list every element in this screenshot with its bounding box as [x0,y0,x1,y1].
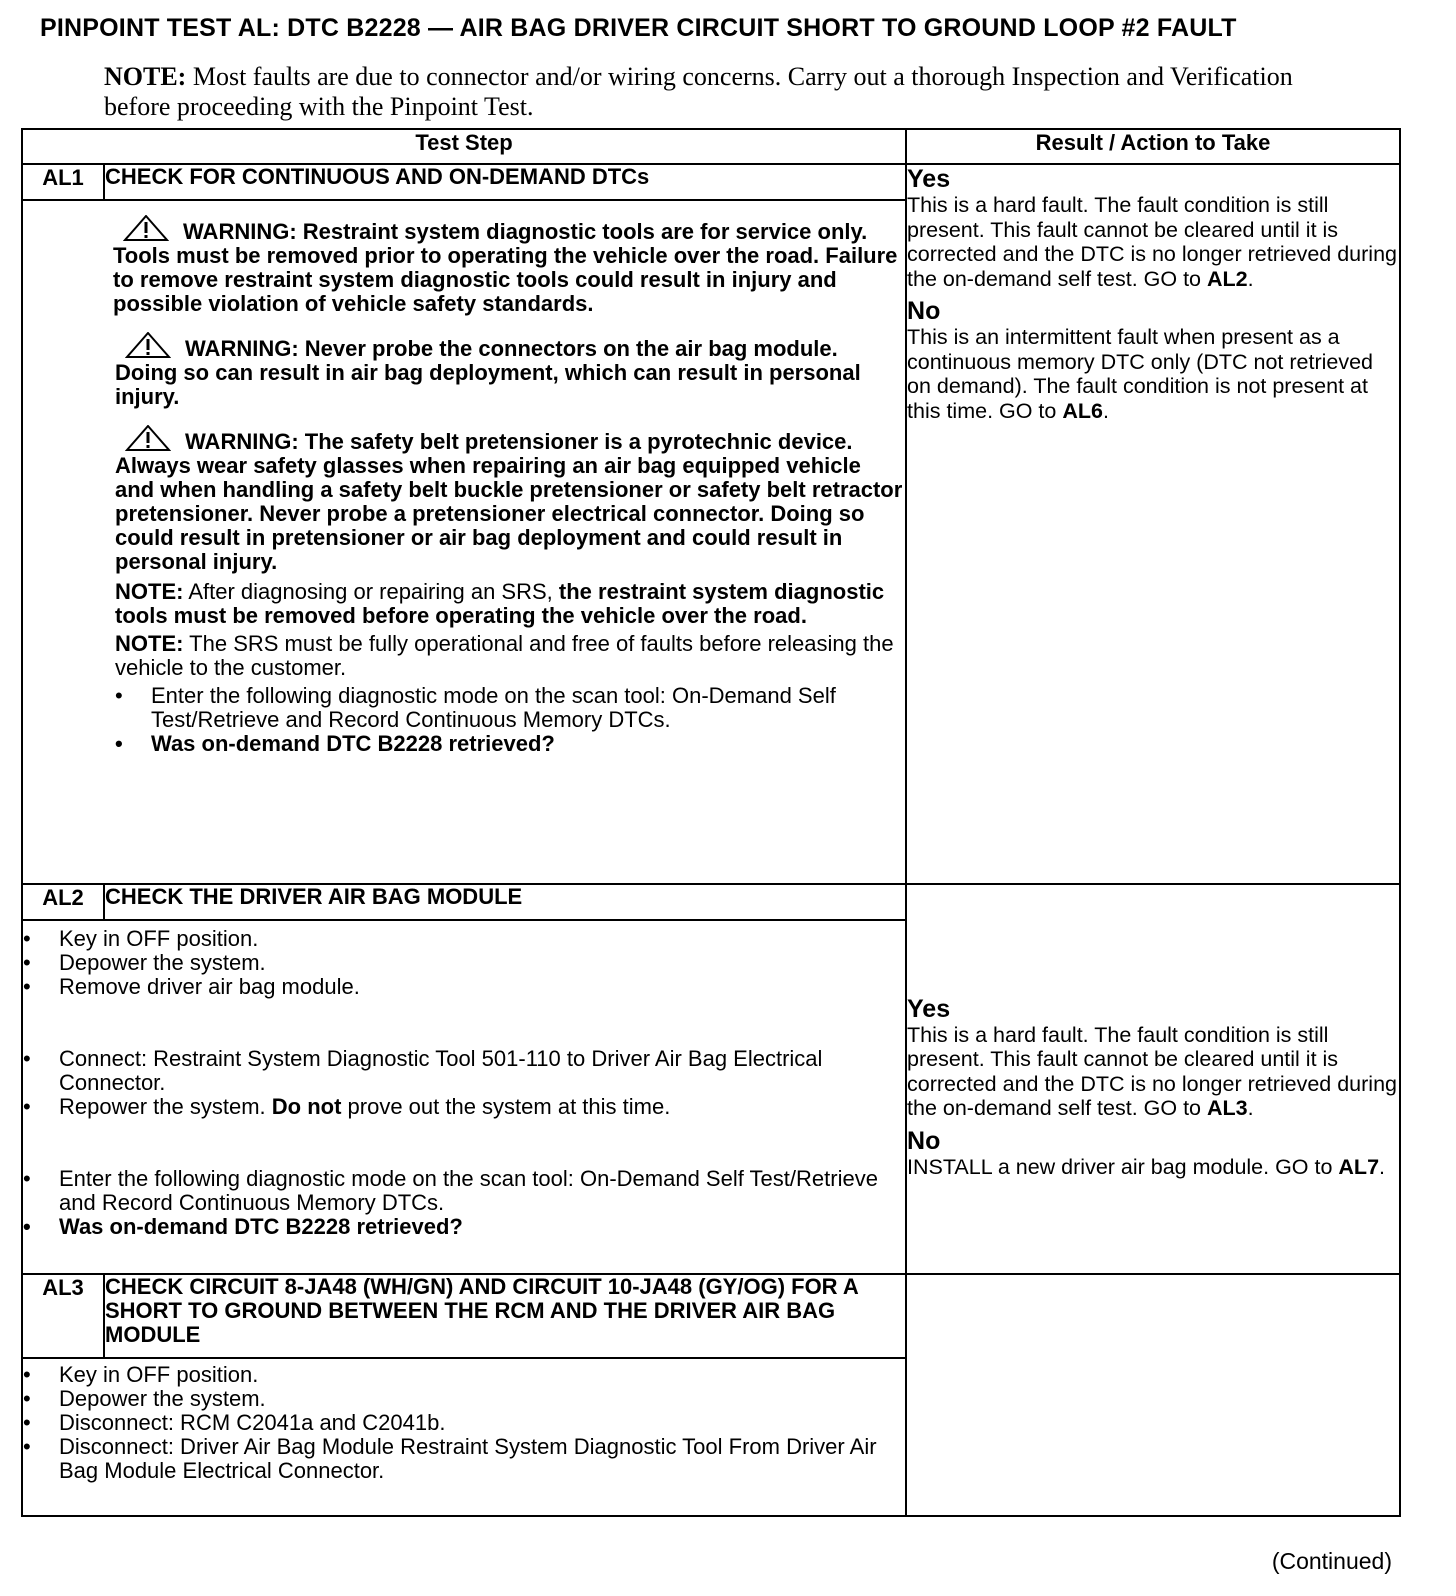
step-id-al3: AL3 [22,1274,104,1358]
yes-label: Yes [907,165,951,193]
spacer [23,1119,905,1167]
warning-triangle-icon [125,332,171,358]
warning-triangle-icon [125,425,171,451]
page-title: PINPOINT TEST AL: DTC B2228 — AIR BAG DRIVER CIRCUIT SHORT TO GROUND LOOP #2 FAULT [40,14,1237,42]
step-title-al3: CHECK CIRCUIT 8-JA48 (WH/GN) AND CIRCUIT 10-JA48 (GY/OG) FOR A SHORT TO GROUND BETWEEN THE RCM AND THE DRIVER AIR BAG MODULE [104,1274,906,1358]
list-item: • Key in OFF position. [23,1363,905,1387]
goto-al7: AL7 [1338,1154,1380,1179]
note-1-text: After diagnosing or repairing an SRS, [183,579,559,604]
note-2-label: NOTE: [115,631,184,656]
yes-result-text: This is a hard fault. The fault condition is still present. This fault cannot be cleared until it is corrected and the DTC is no longer retrieved during the on-demand self test. GO to AL3. [907,1022,1397,1121]
bullet5-text-c: prove out the system at this time. [341,1094,671,1119]
intro-note [104,62,1304,122]
step-title-al2: CHECK THE DRIVER AIR BAG MODULE [104,884,906,920]
al3-step-list [23,1363,905,1483]
warning-1-text: WARNING: Restraint system diagnostic tools are for service only. Tools must be removed prior to operating the vehicle over the road. Failure to remove restraint system diagnostic tools could result in injury and possible violation of vehicle safety standards. [113,219,898,316]
step-title-al1: CHECK FOR CONTINUOUS AND ON-DEMAND DTCs [104,164,906,200]
list-item: • Depower the system. [23,951,905,975]
list-item: • Was on-demand DTC B2228 retrieved? [115,732,905,756]
goto-al2: AL2 [1206,266,1248,291]
list-item: • Was on-demand DTC B2228 retrieved? [23,1215,905,1239]
warning-3 [115,425,905,574]
intro-note-label: NOTE: [104,62,187,91]
bullet5-text-b: Do not [271,1094,342,1119]
warning-triangle-icon [123,215,169,241]
intro-note-text: Most faults are due to connector and/or wiring concerns. Carry out a thorough Inspection and Verification before proceeding with the Pinpoint Test. [104,62,1293,121]
spacer [23,999,905,1047]
list-item: • Key in OFF position. [23,927,905,951]
note-1 [115,580,905,628]
result-al1 [906,164,1400,884]
no-text: INSTALL a new driver air bag module. GO to [907,1154,1339,1179]
al2-step-list-3 [23,1167,905,1239]
goto-al6: AL6 [1062,398,1103,423]
warning-2-text: WARNING: Never probe the connectors on the air bag module. Doing so can result in air bag deployment, which can result in personal injury. [115,336,861,409]
result-al3 [906,1274,1400,1516]
note-2-text: The SRS must be fully operational and free of faults before releasing the vehicle to the customer. [115,631,894,680]
step-body-al3 [22,1358,906,1516]
no-label: No [907,1126,941,1155]
warning-2 [115,332,905,409]
list-item: • Disconnect: Driver Air Bag Module Restraint System Diagnostic Tool From Driver Air Bag Module Electrical Connector. [23,1435,905,1483]
al1-step-list [115,684,905,756]
step-id-al2: AL2 [22,884,104,920]
bullet5-text-a: Repower the system. [59,1094,272,1119]
result-header: Result / Action to Take [906,129,1400,164]
list-item: • Enter the following diagnostic mode on the scan tool: On-Demand Self Test/Retrieve and Record Continuous Memory DTCs. [115,684,905,732]
yes-text: This is a hard fault. The fault condition is still present. This fault cannot be cleared until it is corrected and the DTC is no longer retrieved during the on-demand self test. GO to [907,1022,1397,1121]
continued-label: (Continued) [1271,1548,1392,1574]
test-step-header: Test Step [22,129,906,164]
list-item [23,1095,905,1119]
warning-3-text: WARNING: The safety belt pretensioner is a pyrotechnic device. Always wear safety glasses when repairing an air bag equipped vehicle and when handling a safety belt buckle pretensioner or safety belt retractor pretensioner. Never probe a pretensioner electrical connector. Doing so could result in pretensioner or air bag deployment and could result in personal injury. [115,429,903,574]
result-al2 [906,884,1400,1274]
list-item: • Disconnect: RCM C2041a and C2041b. [23,1411,905,1435]
goto-al3: AL3 [1206,1096,1248,1121]
step-body-al2 [22,920,906,1274]
list-item: • Depower the system. [23,1387,905,1411]
no-result-text: INSTALL a new driver air bag module. GO to AL7. [907,1154,1386,1179]
pinpoint-test-table [21,128,1401,1517]
note-1-label: NOTE: [115,579,184,604]
list-item: • Connect: Restraint System Diagnostic Tool 501-110 to Driver Air Bag Electrical Connector. [23,1047,905,1095]
note-2 [115,632,905,680]
no-label: No [907,297,941,325]
list-item: • Remove driver air bag module. [23,975,905,999]
warning-1 [113,215,905,316]
al2-step-list-2 [23,1047,905,1119]
step-id-al1: AL1 [22,164,104,200]
list-item: • Enter the following diagnostic mode on the scan tool: On-Demand Self Test/Retrieve and Record Continuous Memory DTCs. [23,1167,905,1215]
al2-step-list [23,927,905,999]
note-1-bold: the restraint system diagnostic tools must be removed before operating the vehicle over the road. [115,579,885,628]
no-result-text: This is an intermittent fault when present as a continuous memory DTC only (DTC not retrieved on demand). The fault condition is not present at this time. GO to AL6. [907,325,1374,423]
yes-text: This is a hard fault. The fault condition is still present. This fault cannot be cleared until it is corrected and the DTC is no longer retrieved during the on-demand self test. GO to [907,193,1397,291]
step-body-al1 [22,200,906,884]
yes-label: Yes [907,994,951,1023]
no-text: This is an intermittent fault when present as a continuous memory DTC only (DTC not retrieved on demand). The fault condition is not present at this time. GO to [907,325,1374,423]
yes-result-text: This is a hard fault. The fault condition is still present. This fault cannot be cleared until it is corrected and the DTC is no longer retrieved during the on-demand self test. GO to AL2. [907,193,1397,291]
